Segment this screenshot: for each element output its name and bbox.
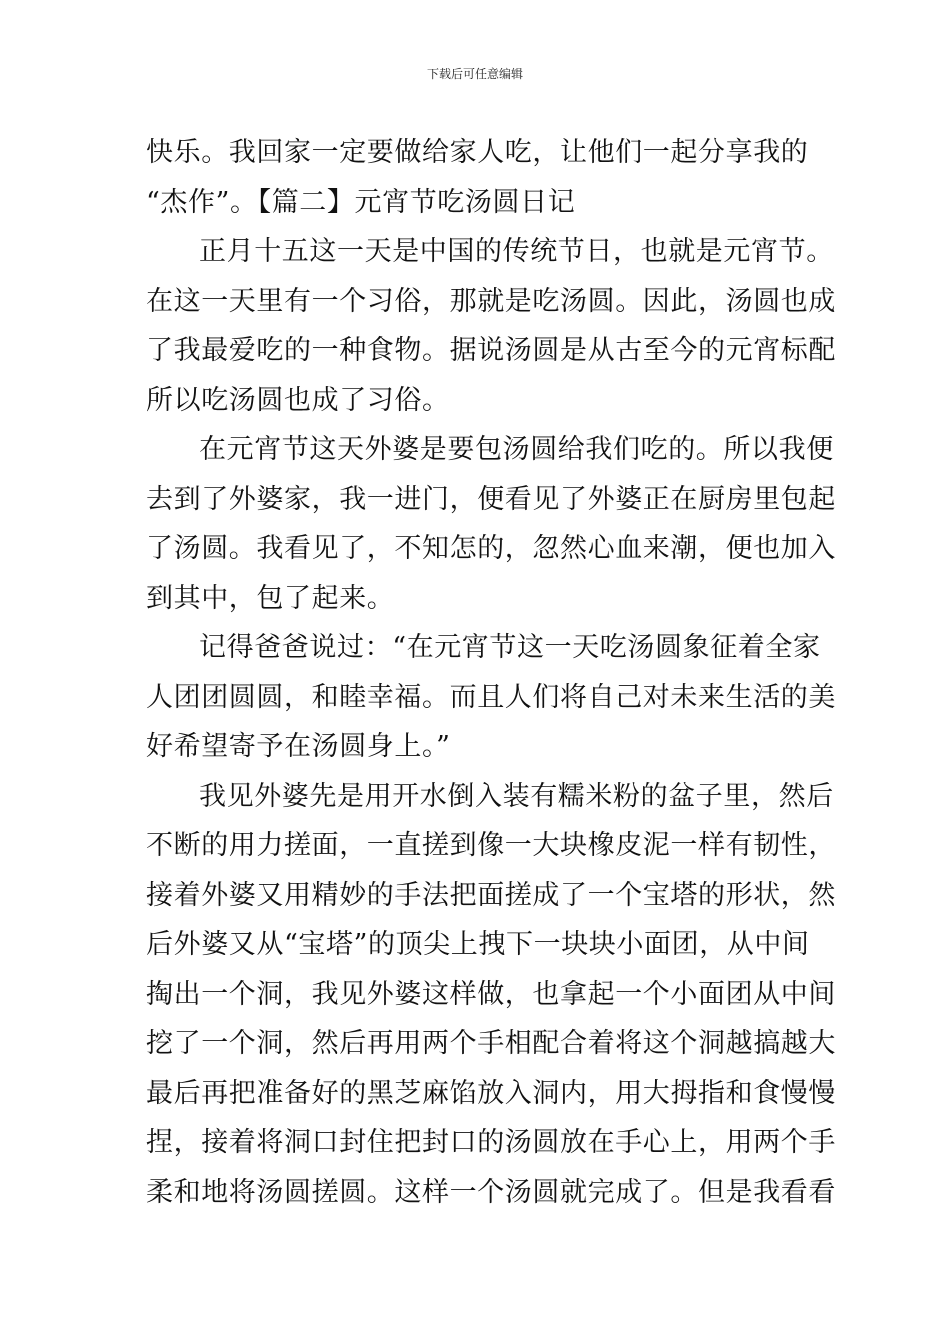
text-line: 记得爸爸说过：“在元宵节这一天吃汤圆象征着全家 xyxy=(199,632,821,663)
text-line: 在这一天里有一个习俗，那就是吃汤圆。因此，汤圆也成 xyxy=(146,285,836,317)
text-line: 到其中，包了起来。 xyxy=(146,582,395,614)
text-line: 正月十五这一天是中国的传统节日，也就是元宵节。 xyxy=(199,236,834,267)
text-line: 挖了一个洞，然后再用两个手相配合着将这个洞越搞越大 xyxy=(146,1028,836,1059)
text-line: 了汤圆。我看见了，不知怎的，忽然心血来潮，便也加入 xyxy=(146,533,836,564)
text-line: 柔和地将汤圆搓圆。这样一个汤圆就完成了。但是我看看 xyxy=(146,1176,836,1208)
text-line: 所以吃汤圆也成了习俗。 xyxy=(146,384,450,416)
text-line: 后外婆又从“宝塔”的顶尖上拽下一块块小面团，从中间 xyxy=(146,929,810,960)
text-line: 捏，接着将洞口封住把封口的汤圆放在手心上，用两个手 xyxy=(146,1127,836,1158)
text-line: 我见外婆先是用开水倒入装有糯米粉的盆子里，然后 xyxy=(199,780,834,812)
text-line: 快乐。我回家一定要做给家人吃，让他们一起分享我的 xyxy=(146,137,809,168)
text-line: 不断的用力搓面，一直搓到像一大块橡皮泥一样有韧性， xyxy=(146,830,836,861)
text-line: 最后再把准备好的黑芝麻馅放入洞内，用大拇指和食慢慢 xyxy=(146,1077,836,1109)
text-line: 掏出一个洞，我见外婆这样做，也拿起一个小面团从中间 xyxy=(146,978,836,1010)
text-line: 了我最爱吃的一种食物。据说汤圆是从古至今的元宵标配 xyxy=(146,335,836,366)
body-text xyxy=(146,128,836,1217)
text-line: 接着外婆又用精妙的手法把面搓成了一个宝塔的形状，然 xyxy=(146,879,836,911)
text-line: “杰作”。【篇二】元宵节吃汤圆日记 xyxy=(146,186,576,218)
text-line: 人团团圆圆，和睦幸福。而且人们将自己对未来生活的美 xyxy=(146,681,836,713)
page-header: 下载后可任意编辑 xyxy=(426,67,523,81)
text-line: 去到了外婆家，我一进门，便看见了外婆正在厨房里包起 xyxy=(146,483,836,515)
text-line: 好希望寄予在汤圆身上。” xyxy=(146,731,451,762)
text-line: 在元宵节这天外婆是要包汤圆给我们吃的。所以我便 xyxy=(199,434,834,465)
